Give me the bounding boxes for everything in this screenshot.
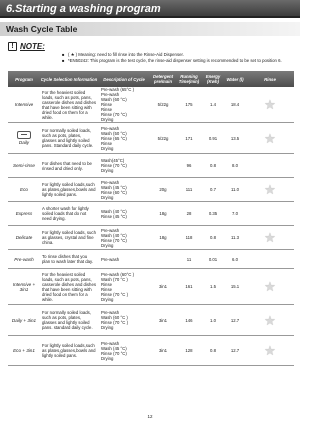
note-warning-icon: ! — [8, 42, 17, 51]
detergent-cell: 18g — [159, 211, 167, 216]
program-cell — [8, 269, 40, 304]
info-cell: To rinse dishes that you plan to wash later that day. — [42, 254, 94, 264]
water-cell: 12.7 — [230, 317, 240, 323]
rinse-cell — [246, 87, 294, 122]
rinse-aid-star-icon: ★ — [264, 182, 276, 197]
energy-cell: 0.7 — [210, 187, 216, 192]
description-cell: Pre-wash Wash (50 °C) Rinse (65 °C) Rinse Drying — [101, 125, 127, 151]
energy-cell: 1.4 — [210, 102, 216, 107]
table-row — [8, 269, 294, 305]
running-time-cell: 171 — [185, 135, 193, 141]
energy-cell: 1.5 — [210, 284, 216, 289]
running-time-cell: 146 — [185, 317, 193, 323]
description-cell: Pre-wash Wash (45 °C) Rinse (70 °C) Drying — [101, 340, 127, 361]
detergent-cell: 3in1 — [158, 317, 168, 323]
rinse-cell — [246, 269, 294, 304]
program-name: Eco + 3in1 — [13, 348, 35, 353]
water-cell: 7.0 — [232, 211, 238, 216]
info-cell: For normally soiled loads, such as pots, plates, glasses and lightly soiled pans. Standard daily cycle. — [42, 128, 94, 148]
program-name: Delicate — [15, 235, 33, 240]
description-cell: Wash (40 °C) Rinse (45 °C) — [101, 208, 127, 219]
section-title: 6.Starting a washing program — [6, 3, 161, 15]
running-time-cell: 11 — [186, 256, 192, 262]
program-cell — [8, 250, 40, 268]
page-number: 12 — [147, 414, 153, 419]
running-time-cell: 118 — [185, 235, 193, 240]
description-cell: Pre-wash — [101, 256, 120, 262]
table-row — [8, 336, 294, 366]
rinse-aid-star-icon: ★ — [264, 130, 276, 146]
description-cell: Pre-wash (60°C ) Wash (70 °C ) Rinse Rinse Rinse (70 °C ) Drying — [101, 271, 134, 302]
running-time-cell: 28 — [186, 211, 192, 216]
table-row — [8, 305, 294, 336]
rinse-cell — [246, 305, 294, 335]
program-cell — [8, 226, 40, 249]
info-cell: For the heaviest soiled loads, such as pots, pans, casserole dishes and dishes that have been sitting with dried food on them for a while. — [42, 89, 96, 120]
rinse-cell — [246, 336, 294, 365]
description-cell: Pre-wash Wash (60 °C ) Rinse (70 °C ) Drying — [101, 310, 129, 330]
note-item: ■ ( ★ ) Meaning: need to fill rinse into the Rinse-Aid Dispenser. — [62, 52, 292, 58]
rinse-aid-star-icon: ★ — [264, 343, 276, 358]
rinse-cell — [246, 226, 294, 249]
detergent-cell: 5/22g — [157, 135, 169, 141]
note-item: ■ *EN50242: This program is the test cycle, the rinse-aid dispenser setting is recommended to be set to position 6. — [62, 58, 292, 64]
header-rinse: Rinse — [264, 76, 276, 82]
info-cell: A shorter wash for lightly soiled loads that do not need drying. — [42, 206, 89, 221]
rinse-cell — [246, 154, 294, 177]
rinse-cell — [246, 178, 294, 201]
header-info: Cycle Selection Information — [40, 76, 98, 82]
table-body — [8, 87, 294, 366]
water-cell: 18.4 — [230, 102, 240, 107]
program-name: Semi-rinse — [13, 163, 35, 168]
info-cell: For lightly soiled loads, such as glasses, crystal and fine china. — [42, 230, 96, 245]
detergent-cell — [150, 154, 176, 177]
detergent-cell — [150, 250, 176, 268]
table-row — [8, 202, 294, 226]
detergent-cell: 18g — [159, 235, 167, 240]
rinse-aid-star-icon: ★ — [264, 97, 276, 112]
info-cell: For normally soiled loads, such as pots, plates, glasses and lightly soiled pans. standard daily cycle. — [42, 310, 93, 330]
info-cell: For lightly soiled loads,such as plates,glasses,bowls and lightly soiled pans. — [42, 182, 96, 197]
rinse-cell — [246, 250, 294, 268]
water-cell: 11.0 — [230, 187, 240, 192]
header-water: Water (l) — [226, 76, 244, 82]
description-cell: Pre-wash Wash (45 °C) Rinse (60 °C) Drying — [101, 179, 127, 200]
subsection-title: Wash Cycle Table — [6, 24, 78, 34]
description-cell: Pre-wash (65°C ) Pre-wash Wash (60 °C) Rinse Rinse Rinse (70 °C) Drying — [101, 87, 134, 122]
water-cell: 13.5 — [230, 135, 240, 141]
description-cell: Wash(45°C) Rinse (70 °C) Drying — [101, 158, 127, 173]
info-cell: For lightly soiled loads,such as plates,glasses,bowls and lightly soiled pans. — [42, 343, 96, 358]
info-cell: For dishes that need to be rinsed and dried only. — [42, 160, 92, 171]
program-cell — [8, 336, 40, 365]
water-cell: 6.0 — [232, 256, 238, 262]
table-row — [8, 250, 294, 269]
program-name: Intensive — [14, 102, 34, 107]
energy-cell: 0.91 — [208, 135, 218, 141]
header-energy: Energy (Kwh) — [205, 74, 221, 84]
daily-program-icon — [17, 131, 31, 139]
water-cell: 11.3 — [230, 235, 240, 240]
table-row — [8, 178, 294, 202]
header-program: Program — [15, 76, 33, 82]
energy-cell: 0.8 — [210, 163, 216, 168]
detergent-cell: 5/22g — [157, 102, 169, 107]
rinse-cell — [246, 202, 294, 225]
rinse-aid-star-icon: ★ — [264, 312, 276, 328]
rinse-aid-star-icon: ★ — [264, 279, 276, 294]
header-description: Description of Cycle — [103, 76, 145, 82]
program-name: Daily + 3in1 — [11, 317, 37, 323]
program-name: Daily — [18, 140, 30, 145]
note-list — [62, 52, 292, 64]
energy-cell: 0.8 — [210, 348, 216, 353]
water-cell: 15.1 — [230, 284, 240, 289]
water-cell: 8.0 — [232, 163, 238, 168]
note-title: NOTE: — [20, 41, 45, 51]
detergent-cell: 20g — [159, 187, 167, 192]
subsection-header — [0, 22, 300, 36]
energy-cell: 0.8 — [210, 235, 216, 240]
wash-cycle-table — [8, 71, 294, 366]
detergent-cell: 3in1 — [158, 284, 168, 289]
energy-cell: 1.0 — [210, 317, 216, 323]
running-time-cell: 128 — [185, 348, 193, 353]
running-time-cell: 111 — [185, 187, 193, 192]
table-header-row — [8, 71, 294, 87]
program-cell — [8, 202, 40, 225]
header-running-time: Running Time(min) — [178, 74, 200, 84]
energy-cell: 0.35 — [208, 211, 218, 216]
program-name: Intensive + 3in1 — [12, 281, 36, 292]
program-name: Eco — [20, 187, 28, 192]
table-row — [8, 87, 294, 123]
note-heading — [8, 40, 45, 52]
energy-cell: 0.01 — [208, 256, 218, 262]
program-cell — [8, 87, 40, 122]
program-name: Express — [15, 211, 33, 216]
table-row — [8, 154, 294, 178]
section-header — [0, 0, 300, 18]
water-cell: 12.7 — [230, 348, 240, 353]
program-cell — [8, 154, 40, 177]
description-cell: Pre-wash Wash (40 °C) Rinse (70 °C) Drying — [101, 227, 127, 248]
table-row — [8, 226, 294, 250]
running-time-cell: 175 — [185, 102, 193, 107]
running-time-cell: 161 — [185, 284, 193, 289]
rinse-cell — [246, 123, 294, 153]
program-cell — [8, 178, 40, 201]
program-cell — [8, 305, 40, 335]
running-time-cell: 96 — [186, 163, 192, 168]
program-cell — [8, 123, 40, 153]
detergent-cell: 3in1 — [158, 348, 168, 353]
rinse-aid-star-icon: ★ — [264, 230, 276, 245]
header-detergent: Detergent pre/main — [152, 74, 174, 84]
table-row — [8, 123, 294, 154]
program-name: Pre-wash — [14, 256, 34, 262]
info-cell: For the heaviest soiled loads, such as pots, pans, casserole dishes and dishes that have been sitting with dried food on them for a while. — [42, 271, 96, 302]
